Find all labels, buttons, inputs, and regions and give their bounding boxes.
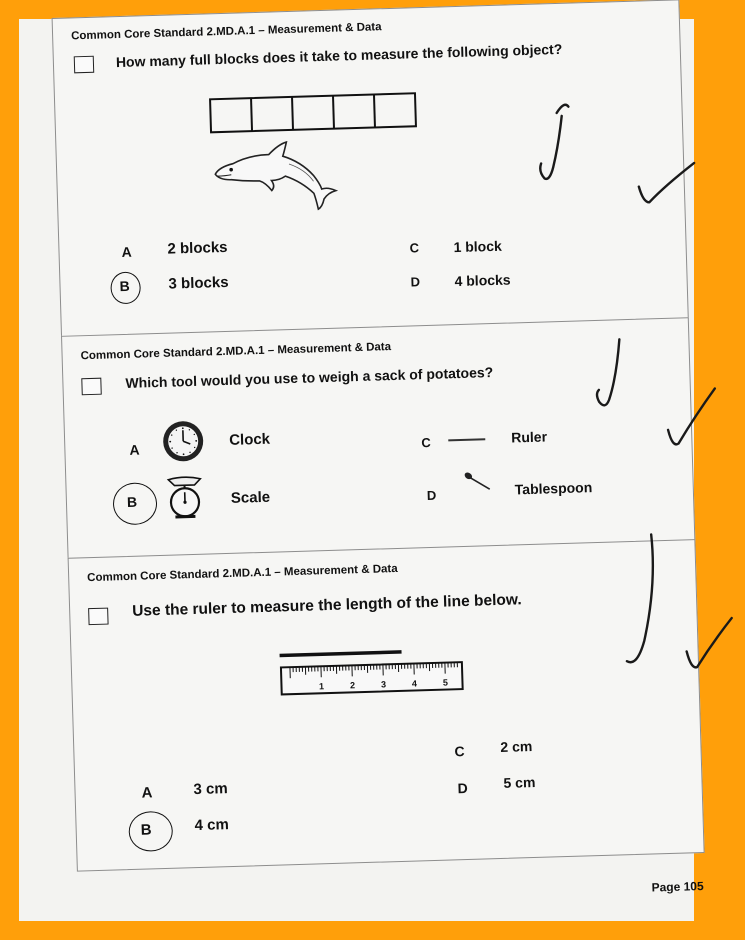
q3-option-c-text: 2 cm [500,738,533,755]
q2-option-b-text: Scale [230,488,271,507]
q3-option-b-text: 4 cm [194,816,230,835]
q3-option-d-letter[interactable]: D [457,779,468,797]
q1-option-b-text: 3 blocks [168,273,229,293]
handwritten-marks [17,0,745,939]
ruler-number: 2 [349,680,356,691]
question-3-standard: Common Core Standard 2.MD.A.1 – Measurement & Data [87,562,398,585]
q1-option-d-text: 4 blocks [454,271,511,290]
check-mark-icon [686,618,733,668]
q2-option-a-letter[interactable]: A [129,441,140,458]
q1-option-a-text: 2 blocks [167,238,228,258]
question-1-text: How many full blocks does it take to measure the following object? [115,40,563,71]
q3-option-c-letter[interactable]: C [454,743,465,760]
q3-option-d-text: 5 cm [503,773,536,791]
check-mark-icon [539,116,564,179]
ruler-number: 3 [380,679,387,690]
q1-option-c-letter[interactable]: C [409,240,420,256]
q2-option-c-letter[interactable]: C [421,434,431,451]
check-mark-icon [667,388,717,444]
q2-option-c-text: Ruler [510,428,548,446]
check-mark-icon [638,163,695,203]
question-1-standard: Common Core Standard 2.MD.A.1 – Measurement & Data [70,21,382,43]
ruler-number: 1 [318,681,325,692]
q1-option-b-letter[interactable]: B [119,277,130,295]
q3-option-a-text: 3 cm [193,780,228,799]
q1-option-a-letter[interactable]: A [121,243,132,261]
q3-option-b-letter[interactable]: B [140,821,152,839]
q2-option-d-letter[interactable]: D [426,487,437,504]
worksheet-paper [19,19,704,921]
q2-option-d-text: Tablespoon [514,479,593,498]
question-2-standard: Common Core Standard 2.MD.A.1 – Measurement & Data [80,341,392,363]
q2-option-a-text: Clock [228,430,271,449]
q1-option-d-letter[interactable]: D [410,274,421,290]
q2-option-b-letter[interactable]: B [126,493,138,510]
ruler-number: 5 [442,677,449,688]
worksheet-sheet [17,0,745,939]
q1-option-c-text: 1 block [453,237,503,256]
question-3-text: Use the ruler to measure the length of the line below. [131,591,522,620]
check-mark-icon [595,339,621,405]
ruler-number: 4 [411,678,418,689]
question-2-text: Which tool would you use to weigh a sack of potatoes? [125,364,494,391]
check-mark-icon [556,105,568,113]
page-number: Page 105 [651,879,704,895]
check-mark-icon [623,534,656,662]
q3-option-a-letter[interactable]: A [141,784,153,802]
